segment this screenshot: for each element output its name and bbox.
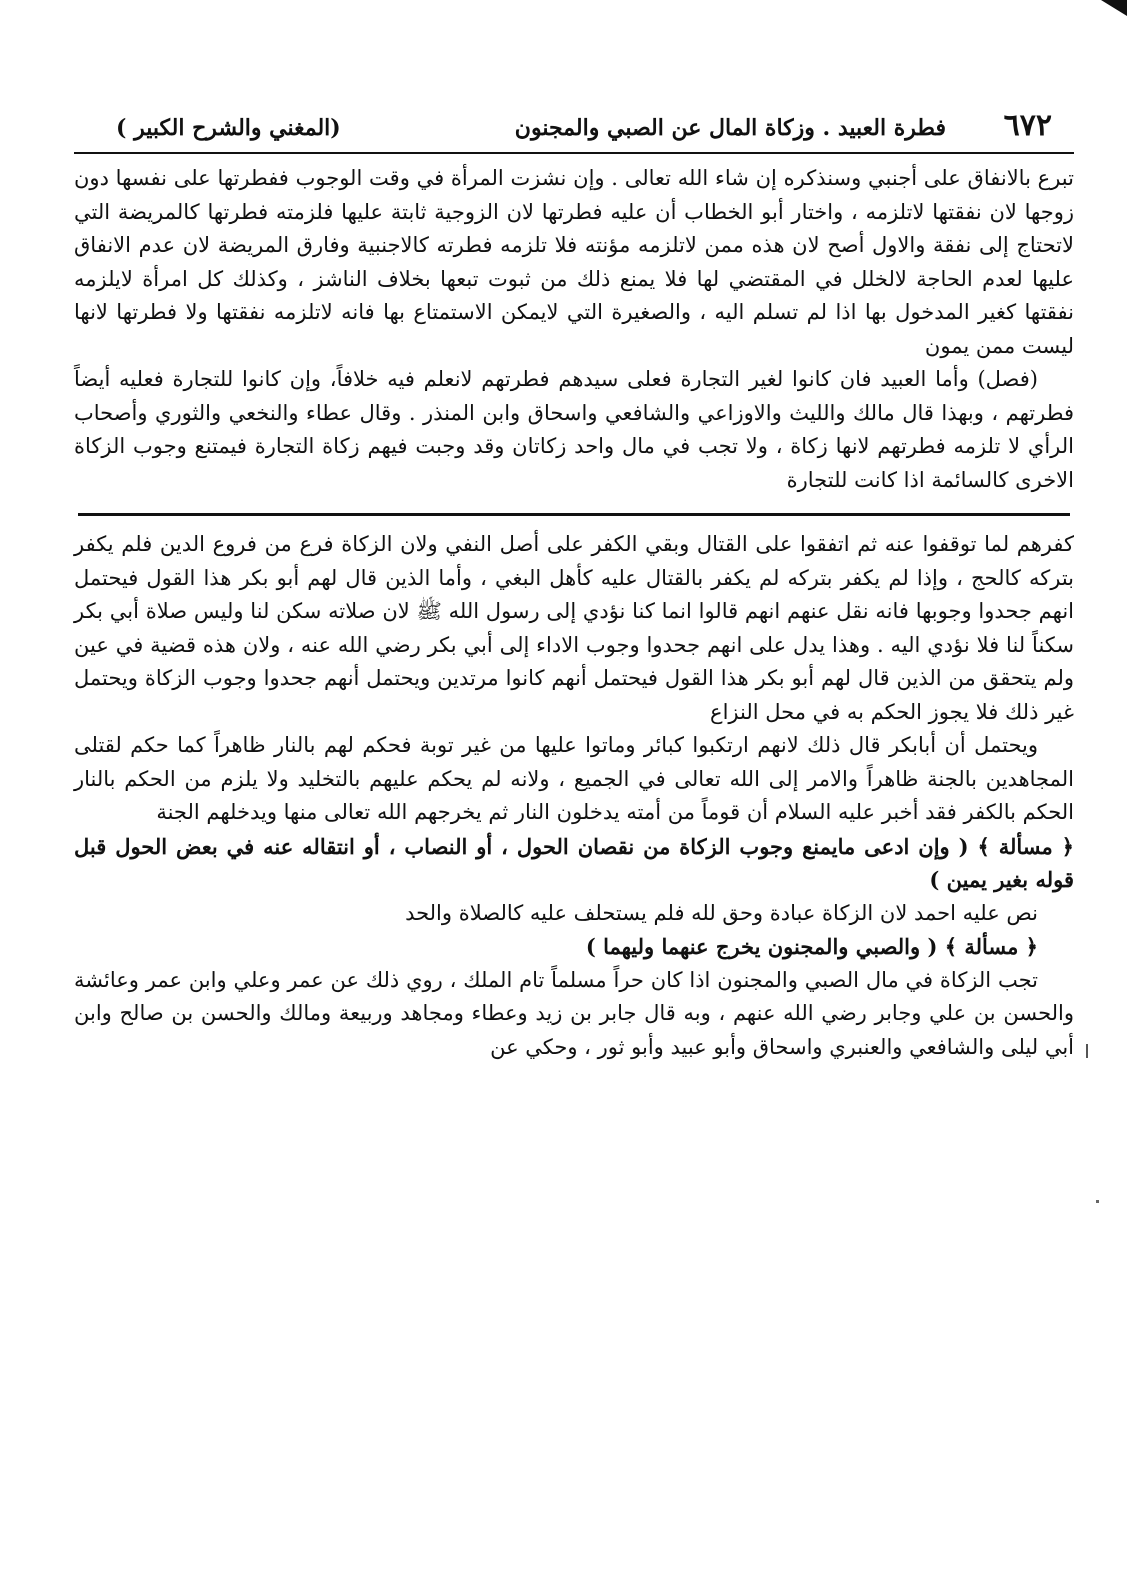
text-paragraph: نص عليه احمد لان الزكاة عبادة وحق لله فلم يستحلف عليه كالصلاة والحد xyxy=(405,900,1038,925)
running-title: فطرة العبيد . وزكاة المال عن الصبي والمجنون xyxy=(514,115,946,141)
page-corner-mark xyxy=(1101,0,1127,16)
text-paragraph: كفرهم لما توقفوا عنه ثم اتفقوا على القتال وبقي الكفر على أصل النفي ولان الزكاة فرع من فروع الدين فلم يكفر بتركه كالحج ، وإذا لم يكفر بتركه لم يكفر بالقتال عليه كأهل البغي ، وأما الذين قال لهم أبو بكر هذا القول فيحتمل انهم جحدوا وجوبها فانه نقل عنهم انهم قالوا انما كنا نؤدي إلى رسول الله ﷺ لان صلاته سكن لنا وليس صلاة أبي بكر سكناً لنا فلا نؤدي اليه . وهذا يدل على انهم جحدوا وجوب الاداء إلى أبي بكر رضي الله عنه ، ولان هذه قضية في عين ولم يتحقق من الذين قال لهم أبو بكر هذا القول فيحتمل أنهم كانوا مرتدين ويحتمل أنهم جحدوا وجوب الزكاة ويحتمل غير ذلك فلا يجوز الحكم به في محل النزاع xyxy=(74,532,1074,724)
text-paragraph: (فصل) وأما العبيد فان كانوا لغير التجارة فعلى سيدهم فطرتهم لانعلم فيه خلافاً، وإن كانوا للتجارة فعليه أيضاً فطرتهم ، وبهذا قال مالك والليث والاوزاعي والشافعي واسحاق وابن المنذر . وقال عطاء والنخعي والثوري وأصحاب الرأي لا تلزمه فطرتهم لانها زكاة ، ولا تجب في مال واحد زكاتان وقد وجبت فيهم زكاة التجارة فيمتنع وجوب الزكاة الاخرى كالسائمة اذا كانت للتجارة xyxy=(74,367,1074,492)
text-paragraph: ويحتمل أن أبابكر قال ذلك لانهم ارتكبوا كبائر وماتوا عليها من غير توبة فحكم لهم بالنار ظاهراً كما حكم لقتلى المجاهدين بالجنة ظاهراً والامر إلى الله تعالى في الجميع ، ولانه لم يحكم عليهم بالتخليد ولا يلزم من الحكم بالنار الحكم بالكفر فقد أخبر عليه السلام أن قوماً من أمته يدخلون النار ثم يخرجهم الله تعالى منها ويدخلهم الجنة xyxy=(74,733,1074,824)
book-title: (المغني والشرح الكبير ) xyxy=(116,115,341,141)
margin-dot xyxy=(1096,1200,1099,1203)
header-rule xyxy=(74,152,1074,154)
text-paragraph: تجب الزكاة في مال الصبي والمجنون اذا كان حراً مسلماً تام الملك ، روي ذلك عن عمر وعلي وابن عمر وعائشة والحسن بن علي وجابر رضي الله عنهم ، وبه قال جابر بن زيد وعطاء ومجاهد وربيعة ومالك والحسن بن صالح وابن أبي ليلى والشافعي والعنبري واسحاق وأبو عبيد وأبو ثور ، وحكي عن xyxy=(74,967,1074,1059)
section-divider xyxy=(78,513,1070,516)
issue-heading: ﴿ مسألة ﴾ ( والصبي والمجنون يخرج عنهما وليهما ) xyxy=(585,934,1038,959)
margin-mark xyxy=(1086,1044,1088,1058)
book-page xyxy=(74,108,1074,1064)
upper-section xyxy=(74,162,1074,497)
lower-section xyxy=(74,528,1074,1064)
issue-heading: ﴿ مسألة ﴾ ( وإن ادعى مايمنع وجوب الزكاة من نقصان الحول ، أو النصاب ، أو انتقاله عنه في بعض الحول قبل قوله بغير يمين ) xyxy=(74,833,1074,892)
text-paragraph: تبرع بالانفاق على أجنبي وسنذكره إن شاء الله تعالى . وإن نشزت المرأة في وقت الوجوب ففطرتها على نفسها دون زوجها لان نفقتها لاتلزمه ، واختار أبو الخطاب أن عليه فطرتها لان الزوجية ثابتة عليها فلزمته فطرتها كالمريضة التي لاتحتاج إلى نفقة والاول أصح لان هذه ممن لاتلزمه مؤنته فلا تلزمه فطرته كالاجنبية وفارق المريضة لان عدم الانفاق عليها لعدم الحاجة لالخلل في المقتضي لها فلا يمنع ذلك من ثبوت تبعها بخلاف الناشز ، وكذلك كل امرأة لايلزمه نفقتها كغير المدخول بها اذا لم تسلم اليه ، والصغيرة التي لايمكن الاستمتاع بها فانه لاتلزمه نفقتها ولا فطرتها لانها ليست ممن يمون xyxy=(74,166,1074,358)
page-number: ٦٧٢ xyxy=(1003,108,1052,143)
page-header xyxy=(74,108,1074,148)
